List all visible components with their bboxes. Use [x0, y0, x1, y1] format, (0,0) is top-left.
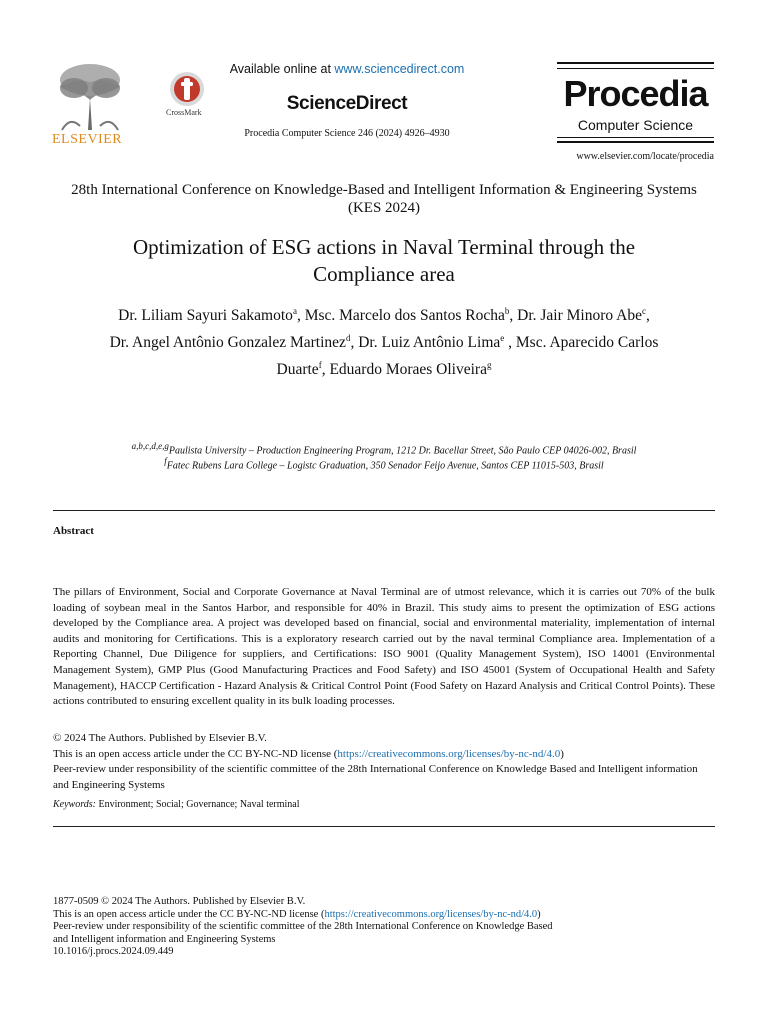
affiliation-sup: f [164, 456, 167, 466]
abstract-text: The pillars of Environment, Social and Corporate Governance at Naval Terminal are of utmost relevance, which it is carries out 70% of the bulk loading of soybean meal in the Santos Harbor, and responsible for 40% in Brazil. This study aims to present the optimization of ESG actions developed by the Compliance area. A project was developed based on financial, social and environmental materiality, implementation of internal audits and monitoring for Certifications. This is a exploratory research carried out by the naval terminal Compliance area. Implementation of a Reporting Channel, Due Diligence for suppliers, and Certifications: ISO 9001 (Quality Management System), ISO 14001 (Environmental Management System), GMP Plus (Good Manufacturing Practices and Food Safety) and ISO 45001 (System of Occupational Health and Safety Management), HACCP Certification - Hazard Analysis & Critical Control Point (Food Safety on Hazard Analysis and Critical Control Points). These actions contributed to ensuring excellent quality in its bulk loading processes. [53, 586, 715, 708]
page-footer [53, 896, 715, 959]
keywords-label: Keywords: [53, 799, 96, 810]
affiliation-text: Paulista University – Production Engineering Program, 1212 Dr. Bacellar Street, São Paulo CEP 04026-002, Brasil [168, 445, 637, 457]
available-prefix: Available online at [229, 62, 335, 76]
affiliation-sup: a,b,c,d,e,g [131, 441, 169, 451]
procedia-subtitle: Computer Science [577, 117, 694, 133]
sciencedirect-link[interactable]: www.sciencedirect.com [334, 62, 465, 76]
author-name: Dr. Liliam Sayuri Sakamoto [118, 307, 293, 325]
author-sup: f [318, 360, 322, 371]
abstract-heading: Abstract [53, 525, 94, 537]
divider [53, 826, 715, 827]
footer-peer-review-1: Peer-review under responsibility of the scientific committee of the 28th International Conference on Knowledge Based [53, 921, 553, 933]
author-name: , Msc. Marcelo dos Santos Rocha [296, 307, 505, 325]
copyright-block [53, 731, 715, 793]
affiliation-text: Fatec Rubens Lara College – Logistc Graduation, 350 Senador Feijo Avenue, Santos CEP 11015-503, Brasil [166, 460, 604, 472]
author-name: Dr. Angel Antônio Gonzalez Martinez [109, 334, 346, 352]
author-sup: d [345, 333, 351, 344]
author-list [40, 300, 728, 381]
affiliation [55, 456, 713, 471]
divider [53, 510, 715, 511]
author-sup: b [504, 306, 510, 316]
peer-review-line: Peer-review under responsibility of the scientific committee of the 28th International Conference on Knowledge Based and Intelligent information and Engineering Systems [53, 763, 698, 791]
author-name: , Eduardo Moraes Oliveira [321, 361, 487, 379]
author-sup: a [292, 306, 297, 316]
license-suffix: ) [560, 747, 564, 760]
conference-name: 28th International Conference on Knowledge-Based and Intelligent Information & Engineering Systems (KES 2024) [71, 182, 697, 216]
keywords-text: Environment; Social; Governance; Naval terminal [95, 799, 300, 810]
sciencedirect-brand: ScienceDirect [286, 93, 408, 114]
available-online-line [222, 62, 472, 76]
procedia-rule [557, 68, 714, 69]
keywords-line [53, 799, 715, 810]
copyright-line: © 2024 The Authors. Published by Elsevier B.V. [53, 732, 267, 744]
author-sup: g [486, 360, 492, 371]
paper-title-line2: Compliance area [313, 262, 455, 286]
paper-title [55, 234, 713, 288]
author-separator: , [645, 307, 650, 325]
procedia-rule [557, 141, 714, 143]
author-sup: c [641, 306, 646, 316]
doi-line[interactable]: 10.1016/j.procs.2024.09.449 [53, 946, 174, 958]
publisher-logo-text: ELSEVIER [52, 132, 123, 147]
procedia-rule [557, 137, 714, 138]
author-name: , Msc. Aparecido Carlos [504, 334, 659, 352]
author-name: , Dr. Luiz Antônio Lima [350, 334, 501, 352]
footer-license-prefix: This is an open access article under the CC BY-NC-ND license ( [53, 908, 325, 920]
license-line [53, 747, 715, 763]
journal-url[interactable]: www.elsevier.com/locate/procedia [576, 151, 714, 162]
procedia-title: Procedia [563, 73, 708, 114]
procedia-rule [557, 62, 714, 64]
author-name: , Dr. Jair Minoro Abe [509, 307, 642, 325]
license-link[interactable]: https://creativecommons.org/licenses/by-nc-nd/4.0 [337, 747, 561, 760]
author-sup: e [500, 333, 505, 344]
footer-license-suffix: ) [537, 908, 541, 920]
issn-line: 1877-0509 © 2024 The Authors. Published by Elsevier B.V. [53, 896, 306, 907]
journal-citation: Procedia Computer Science 246 (2024) 4926–4930 [244, 128, 450, 139]
paper-title-line1: Optimization of ESG actions in Naval Terminal through the [132, 235, 636, 259]
affiliation [55, 441, 713, 456]
crossmark-label: CrossMark [166, 108, 202, 117]
footer-license-line [53, 909, 715, 922]
footer-license-link[interactable]: https://creativecommons.org/licenses/by-nc-nd/4.0 [324, 908, 538, 920]
license-prefix: This is an open access article under the CC BY-NC-ND license ( [53, 747, 338, 760]
author-name: Duarte [276, 361, 319, 379]
footer-peer-review-2: and Intelligent information and Engineering Systems [53, 933, 276, 945]
